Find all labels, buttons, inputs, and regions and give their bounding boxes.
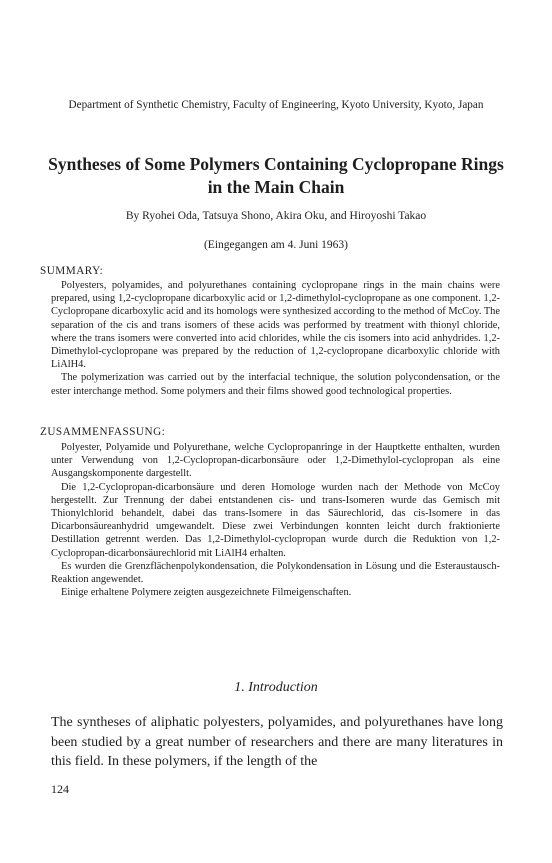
paper-title: Syntheses of Some Polymers Containing Cyclopropane Rings in the Main Chain <box>48 154 504 197</box>
page-number: 124 <box>51 782 69 796</box>
summary-paragraph: The polymerization was carried out by the interfacial technique, the solution polycondensation, or the ester interchange method. Some polymers and their films showed good technological properties. <box>51 372 500 397</box>
received-date: (Eingegangen am 4. Juni 1963) <box>203 239 349 251</box>
summary-heading: SUMMARY: <box>40 265 104 277</box>
author-line: By Ryohei Oda, Tatsuya Shono, Akira Oku, and Hiroyoshi Takao <box>125 210 427 222</box>
affiliation: Department of Synthetic Chemistry, Faculty of Engineering, Kyoto University, Kyoto, Japan <box>68 99 484 111</box>
summary-section <box>51 279 500 398</box>
zusammenfassung-heading: ZUSAMMENFASSUNG: <box>40 426 166 438</box>
zusammenfassung-paragraph: Einige erhaltene Polymere zeigten ausgezeichnete Filmeigenschaften. <box>61 587 352 599</box>
zusammenfassung-paragraph: Die 1,2-Cyclopropan-dicarbonsäure und deren Homologe wurden nach der Methode von McCoy hergestellt. Zur Trennung der dabei entstandenen cis- und trans-Isomeren wurde das Gemisch mit Thionylchlorid behandelt, dabei das trans-Isomere in das Säurechlorid, das cis-Isomere in das Dicarbonsäureanhydrid umgewandelt. Diese zwei Verbindungen konnten leicht durch fraktionierte Destillation getrennt werden. Das 1,2-Dimethylol-cyclopropan wurde durch die Reduktion von 1,2-Cyclopropan-dicarbonsäurechlorid mit LiAlH4 erhalten. <box>51 481 500 559</box>
introduction-text: The syntheses of aliphatic polyesters, polyamides, and polyurethanes have long been studied by a great number of researchers and there are many literatures in this field. In these polymers, if the length of the <box>51 715 503 769</box>
summary-paragraph: Polyesters, polyamides, and polyurethanes containing cyclopropane rings in the main chains were prepared, using 1,2-cyclopropane dicarboxylic acid or 1,2-dimethylol-cyclopropane as one component. 1,2-Cyclopropane dicarboxylic acid and its homologs were synthesized according to the method of McCoy. The separation of the cis and trans isomers of these acids was performed by treatment with thionyl chloride, where the trans isomers were converted into acid chlorides, while the cis isomers into acid anhydrides. 1,2-Dimethylol-cyclopropane was prepared by the reduction of 1,2-cyclopropane dicarboxylic chloride with LiAlH4. <box>51 280 500 371</box>
zusammenfassung-paragraph: Es wurden die Grenzflächenpolykondensation, die Polykondensation in Lösung und die Esteraustausch-Reaktion angewendet. <box>51 560 500 586</box>
section-heading-introduction: 1. Introduction <box>234 680 318 695</box>
zusammenfassung-paragraph: Polyester, Polyamide und Polyurethane, welche Cyclopropanringe in der Hauptkette enthalten, wurden unter Verwendung von 1,2-Cyclopropan-dicarbonsäure oder 1,2-Dimethylol-cyclopropan als eine Ausgangskomponente dargestellt. <box>51 442 500 480</box>
zusammenfassung-section <box>51 441 500 599</box>
